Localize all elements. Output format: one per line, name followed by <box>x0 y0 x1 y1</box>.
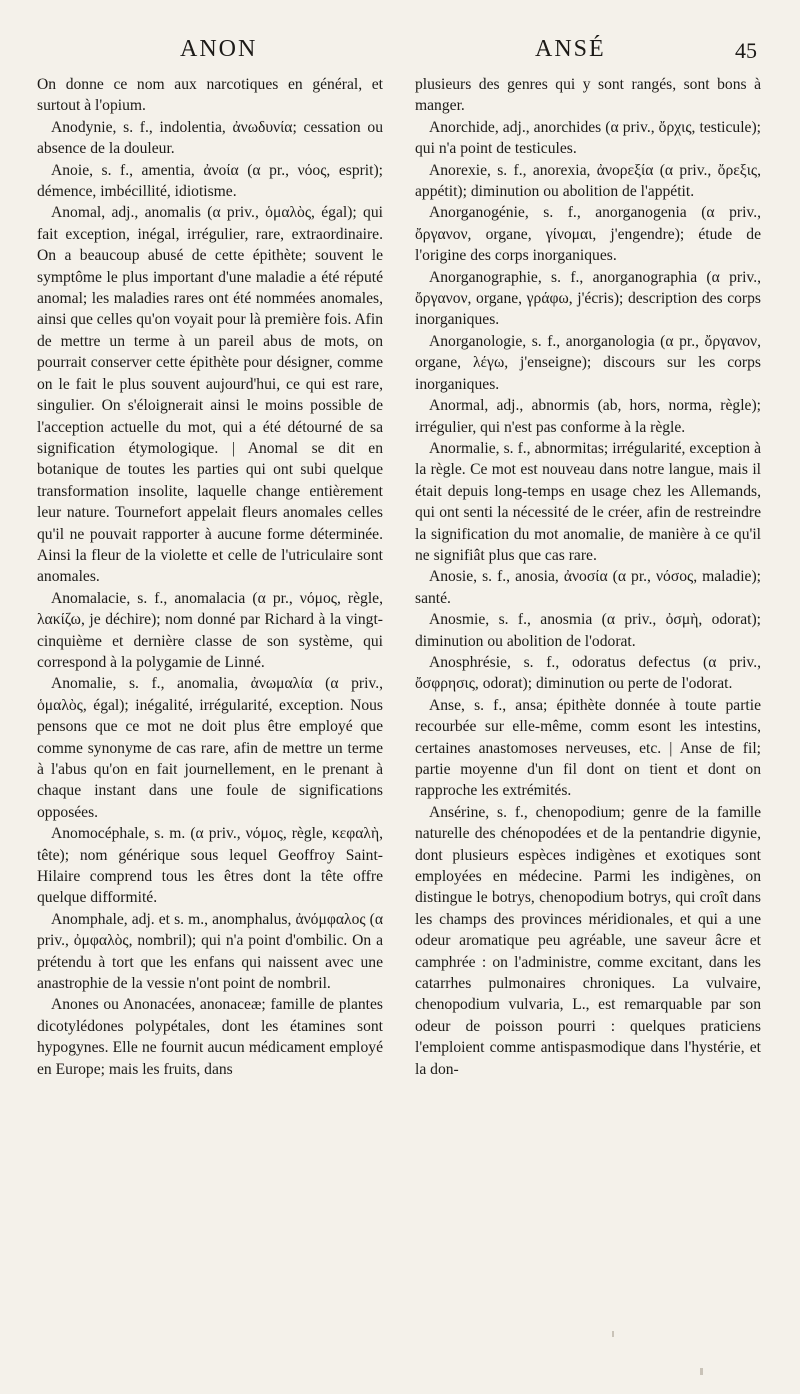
paper-speck <box>612 1331 614 1337</box>
right-column <box>415 74 761 1080</box>
entry-anorganologie: Anorganologie, s. f., anorganologia (α pr., ὄργανον, organe, λέγω, j'enseigne); discours sur les corps inorganiques. <box>415 332 761 393</box>
entry-anomocephale: Anomocéphale, s. m. (α priv., νόμος, règle, κεφαλὴ, tête); nom générique sous lequel Geoffroy Saint-Hilaire comprend tous les êtres dont la tête offre quelque difformité. <box>37 825 383 907</box>
entry-anorganographie: Anorganographie, s. f., anorganographia (α priv., ὄργανον, organe, γράφω, j'écris); description des corps inorganiques. <box>415 268 761 329</box>
entry-anorchide: Anorchide, adj., anorchides (α priv., ὄρχις, testicule); qui n'a point de testicules. <box>415 118 761 158</box>
entry-anse: Anse, s. f., ansa; épithète donnée à toute partie recourbée sur elle-même, comm esont les intestins, certaines anastomoses nerveuses, etc. | Anse de fil; partie moyenne d'un fil dont on tient et dont on rapproche les extrémités. <box>415 696 761 800</box>
entry-anosmie: Anosmie, s. f., anosmia (α priv., ὀσμὴ, odorat); diminution ou abolition de l'odorat. <box>415 611 761 650</box>
entry-anorganogenie: Anorganogénie, s. f., anorganogenia (α priv., ὄργανον, organe, γίνομαι, j'engendre); étude de l'origine des corps inorganiques. <box>415 204 761 265</box>
entry-anosie: Anosie, s. f., anosia, ἀνοσία (α pr., νόσος, maladie); santé. <box>415 568 761 607</box>
paper-speck <box>700 1368 703 1375</box>
left-column <box>37 74 383 1080</box>
entry-continuation: On donne ce nom aux narcotiques en général, et surtout à l'opium. <box>37 76 383 115</box>
entry-anomalacie: Anomalacie, s. f., anomalacia (α pr., νόμος, règle, λακίζω, je déchire); nom donné par Richard à la vingt-cinquième et dernière classe de son système, qui correspond à la polygamie de Linné. <box>37 589 383 671</box>
entry-anomalie: Anomalie, s. f., anomalia, ἀνωμαλία (α priv., ὁμαλὸς, égal); inégalité, irrégularité, exception. Nous pensons que ce mot ne doit plus être employé que comme synonyme de cas rare, afin de mettre un terme à l'abus qu'on en fait journellement, en le prenant à chaque instant dans une foule de significations opposées. <box>37 675 383 821</box>
entry-anosphresie: Anosphrésie, s. f., odoratus defectus (α priv., ὄσφρησις, odorat); diminution ou perte de l'odorat. <box>415 653 761 693</box>
running-head-center: ANSÉ <box>535 36 606 62</box>
running-head-left: ANON <box>180 36 258 62</box>
entry-anserine: Ansérine, s. f., chenopodium; genre de la famille naturelle des chénopodées et de la pentandrie digynie, dont plusieurs espèces indigènes et exotiques sont employées en médecine. Parmi les indigènes, on distingue le botrys, chenopodium botrys, qui croît dans les champs des provinces méridionales, et qui a une odeur aromatique peu agréable, une saveur âcre et camphrée : on l'administre, comme excitant, dans les catarrhes pulmonaires chroniques. La vulvaire, chenopodium vulvaria, L., est remarquable par son odeur de poisson pourri : quelques praticiens l'emploient comme antispasmodique dans l'hystérie, et la don- <box>415 803 761 1078</box>
entry-anodynie: Anodynie, s. f., indolentia, ἀνωδυνία; cessation ou absence de la douleur. <box>37 118 383 158</box>
entry-anorexie: Anorexie, s. f., anorexia, ἀνορεξία (α priv., ὄρεξις, appétit); diminution ou abolition de l'appétit. <box>415 161 761 201</box>
entry-anormalie: Anormalie, s. f., abnormitas; irrégularité, exception à la règle. Ce mot est nouveau dans notre langue, mais il était depuis long-temps en usage chez les Allemands, qui ont senti la nécessité de le créer, afin de restreindre la signification du mot anomalie, de manière à ce qu'il ne signifiât plus que cas rare. <box>415 439 761 564</box>
entry-anomal: Anomal, adj., anomalis (α priv., ὁμαλὸς, égal); qui fait exception, inégal, irrégulier, rare, extraordinaire. On a beaucoup abusé de cette épithète; souvent le symptôme le plus important d'une maladie a été réputé anomal; les maladies rares ont été nommées anomales, ainsi que celles qu'on voyait pour là première fois. Afin de mettre un terme à un pareil abus de mots, on pourrait conserver cette épithète pour désigner, comme on le fait le plus souvent aujourd'hui, ce qui est rare, singulier. On s'éloignerait ainsi le moins possible de l'acception actuelle du mot, qui a été détourné de sa signification étymologique. | Anomal se dit en botanique de toutes les parties qui ont subi quelque transformation insolite, laquelle change entièrement leur nature. Tournefort appelait fleurs anomales celles qu'il ne pouvait rapporter à aucune forme déterminée. Ainsi la fleur de la violette et celle de l'utriculaire sont anomales. <box>37 204 383 586</box>
entry-anomphale: Anomphale, adj. et s. m., anomphalus, ἀνόμφαλος (α priv., ὀμφαλὸς, nombril); qui n'a point d'ombilic. On a prétendu à tort que les enfans qui naissent avec une anastrophie de la vessie n'ont point de nombril. <box>37 910 383 993</box>
page-number: 45 <box>735 38 757 63</box>
entry-anormal: Anormal, adj., abnormis (ab, hors, norma, règle); irrégulier, qui n'est pas conforme à la règle. <box>415 397 761 436</box>
entry-anoie: Anoie, s. f., amentia, ἀνοία (α pr., νόος, esprit); démence, imbécillité, idiotisme. <box>37 161 383 201</box>
entry-anones: Anones ou Anonacées, anonaceæ; famille de plantes dicotylédones polypétales, dont les étamines sont hypogynes. Elle ne fournit aucun médicament employé en Europe; mais les fruits, dans <box>37 996 383 1078</box>
entry-continuation: plusieurs des genres qui y sont rangés, sont bons à manger. <box>415 76 761 115</box>
